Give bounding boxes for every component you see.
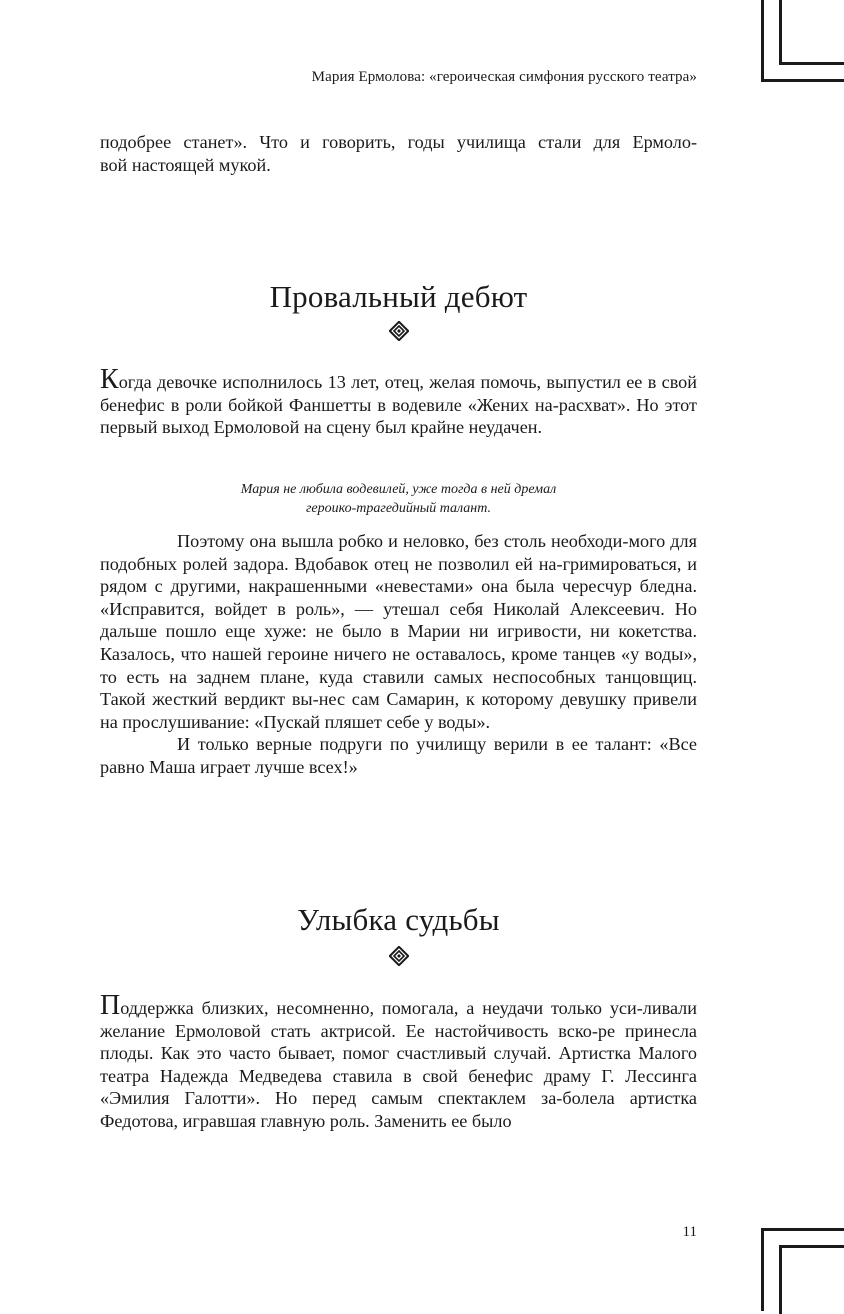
section-title-fate: Улыбка судьбы: [297, 902, 500, 937]
section-title-debut: Провальный дебют: [269, 279, 528, 314]
diamond-ornament-icon: [389, 946, 409, 966]
paragraph-text: огда девочке исполнилось 13 лет, отец, желая помочь, выпустил ее в свой бенефис в роли бойкой Фаншетты в водевиле «Жених на-расхват». Но этот первый выход Ермоловой на сцену был крайне неудачен.: [100, 372, 697, 438]
page-number: 11: [682, 1224, 697, 1240]
section2-paragraph-1: [100, 990, 697, 1133]
diamond-ornament-icon: [389, 321, 409, 341]
drop-cap: К: [100, 364, 119, 395]
corner-frame-bottom: [761, 1228, 844, 1311]
section1-paragraph-2: Поэтому она вышла робко и неловко, без столь необходи-мого для подобных ролей задора. Вдобавок отец не позволил ей на-гримироваться, и рядом с другими, накрашенными «невестами» она была чересчур бледна. «Исправится, войдет в роль», — утешал себя Николай Алексеевич. Но дальше пошло еще хуже: не было в Марии ни игривости, ни кокетства. Казалось, что нашей героине ничего не оставалось, кроме танцев «у воды», то есть на заднем плане, куда ставили самых неспособных танцовщиц. Такой жесткий вердикт вы-нес сам Самарин, к которому девушку привели на прослушивание: «Пускай пляшет себе у воды».: [100, 531, 697, 732]
drop-cap: П: [100, 990, 121, 1021]
section1-paragraph-3: И только верные подруги по училищу верили в ее талант: «Все равно Маша играет лучше всех!»: [100, 734, 697, 777]
intro-line-2: вой настоящей мукой.: [100, 154, 271, 175]
section1-body: [100, 530, 697, 779]
quote-line-2: героико-трагедийный талант.: [305, 501, 492, 516]
quote-line-1: Мария не любила водевилей, уже тогда в ней дремал: [240, 482, 557, 497]
paragraph-text: оддержка близких, несомненно, помогала, а неудачи только уси-ливали желание Ермоловой стать актрисой. Ее настойчивость вско-ре принесла плоды. Как это часто бывает, помог счастливый случай. Артистка Малого театра Надежда Медведева ставила в свой бенефис драму Г. Лессинга «Эмилия Галотти». Но перед самым спектаклем за-болела артистка Федотова, игравшая главную роль. Заменить ее было: [100, 998, 697, 1131]
intro-text: [100, 131, 697, 176]
running-title: Мария Ермолова: «героическая симфония русского театра»: [311, 69, 697, 85]
corner-frame-top: [761, 0, 844, 82]
epigraph-quote: [100, 480, 697, 518]
intro-line-1: подобрее станет». Что и говорить, годы училища стали для Ермоло-: [100, 132, 697, 152]
section1-paragraph-1: [100, 364, 697, 439]
